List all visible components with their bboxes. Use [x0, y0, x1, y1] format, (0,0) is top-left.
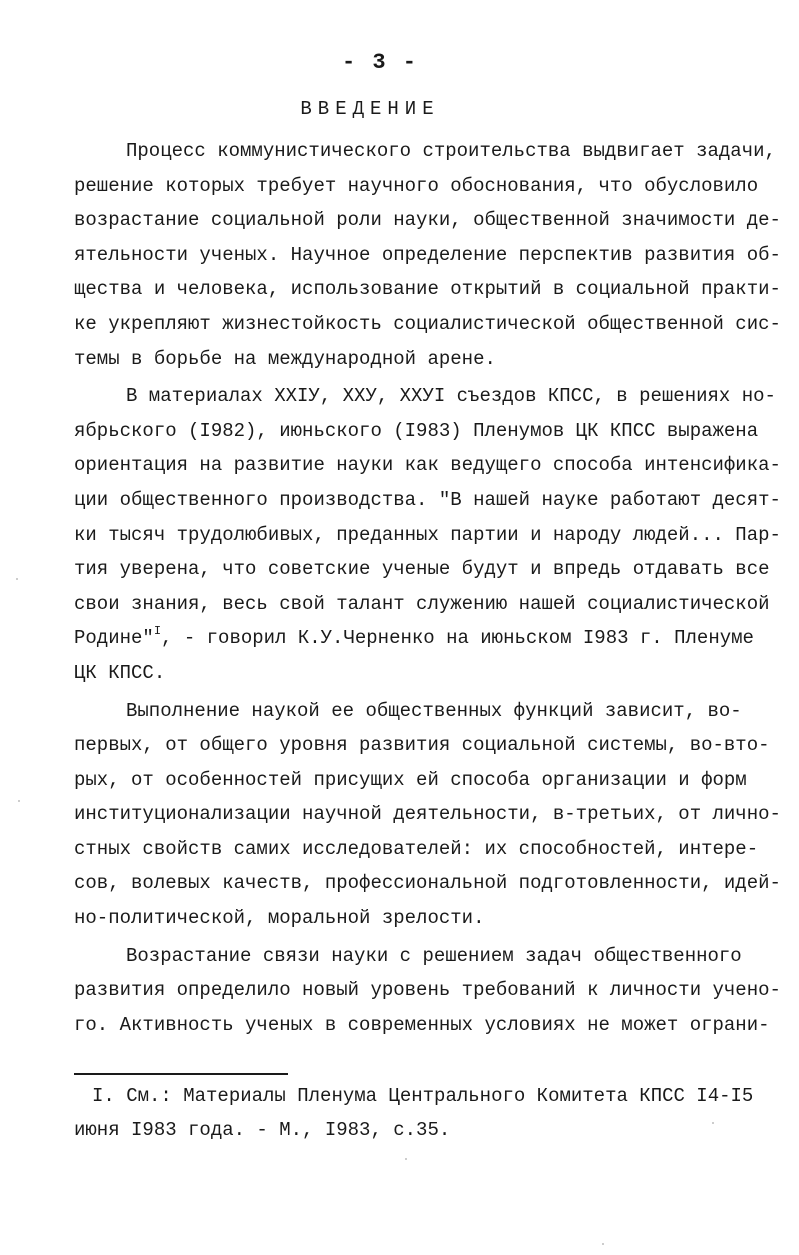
- body-text: [74, 134, 781, 1042]
- text-line: сов, волевых качеств, профессиональной подготовленности, идей-: [74, 872, 781, 895]
- text-line: ориентация на развитие науки как ведущего способа интенсифика-: [74, 454, 781, 477]
- text-line: Возрастание связи науки с решением задач общественного: [126, 944, 742, 967]
- text-line: В материалах ХХIУ, ХХУ, ХХУI съездов КПСС, в решениях но-: [126, 385, 776, 408]
- text-line: возрастание социальной роли науки, общественной значимости де-: [74, 209, 781, 232]
- text-line-with-footnote-ref: [74, 621, 754, 656]
- paragraph-4: [74, 939, 781, 1043]
- text-line: го. Активность ученых в современных условиях не может ограни-: [74, 1013, 770, 1036]
- text-line: но-политической, моральной зрелости.: [74, 907, 485, 930]
- scan-speck: [602, 1243, 604, 1245]
- text-line: Выполнение наукой ее общественных функций зависит, во-: [126, 699, 742, 722]
- scan-speck: [712, 1122, 714, 1124]
- scan-speck: [16, 578, 18, 580]
- paragraph-2: [74, 379, 781, 690]
- text-fragment: Родине": [74, 627, 154, 650]
- text-line: Процесс коммунистического строительства выдвигает задачи,: [126, 140, 776, 162]
- text-line: тия уверена, что советские ученые будут и впредь отдавать все: [74, 558, 770, 581]
- text-line: ки тысяч трудолюбивых, преданных партии и народу людей... Пар-: [74, 523, 781, 546]
- footnote: [74, 1079, 764, 1147]
- footnote-line: I. См.: Материалы Пленума Центрального Комитета КПСС I4-I5: [92, 1085, 754, 1107]
- text-fragment: , - говорил К.У.Черненко на июньском I983 г. Пленуме: [161, 627, 754, 650]
- page-heading: ВВЕДЕНИЕ: [300, 98, 440, 120]
- footnote-separator: [74, 1073, 288, 1075]
- footnote-reference: I: [153, 624, 162, 639]
- paragraph-1: [74, 134, 781, 376]
- paragraph-3: [74, 694, 781, 936]
- text-line: рых, от особенностей присущих ей способа организации и форм: [74, 768, 747, 791]
- scan-speck: [18, 800, 20, 802]
- text-line: свои знания, весь свой талант служению нашей социалистической: [74, 592, 770, 615]
- text-line: институционализации научной деятельности, в-третьих, от лично-: [74, 803, 781, 826]
- text-line: ятельности ученых. Научное определение перспектив развития об-: [74, 243, 781, 266]
- text-line: темы в борьбе на международной арене.: [74, 347, 496, 370]
- page-number: - 3 -: [341, 50, 418, 75]
- text-line: решение которых требует научного обоснования, что обусловило: [74, 174, 759, 197]
- text-line: стных свойств самих исследователей: их способностей, интере-: [74, 837, 759, 860]
- text-line: щества и человека, использование открытий в социальной практи-: [74, 278, 781, 301]
- text-line: ке укрепляют жизнестойкость социалистической общественной сис-: [74, 312, 781, 335]
- text-line: развития определило новый уровень требований к личности учено-: [74, 979, 781, 1002]
- text-line: первых, от общего уровня развития социальной системы, во-вто-: [74, 734, 770, 757]
- scan-speck: [405, 1158, 407, 1160]
- text-line: ЦК КПСС.: [74, 661, 166, 684]
- text-line: ции общественного производства. "В нашей науке работают десят-: [74, 488, 781, 511]
- footnote-line: июня I983 года. - М., I983, с.35.: [74, 1119, 451, 1141]
- text-line: ябрьского (I982), июньского (I983) Пленумов ЦК КПСС выражена: [74, 419, 759, 442]
